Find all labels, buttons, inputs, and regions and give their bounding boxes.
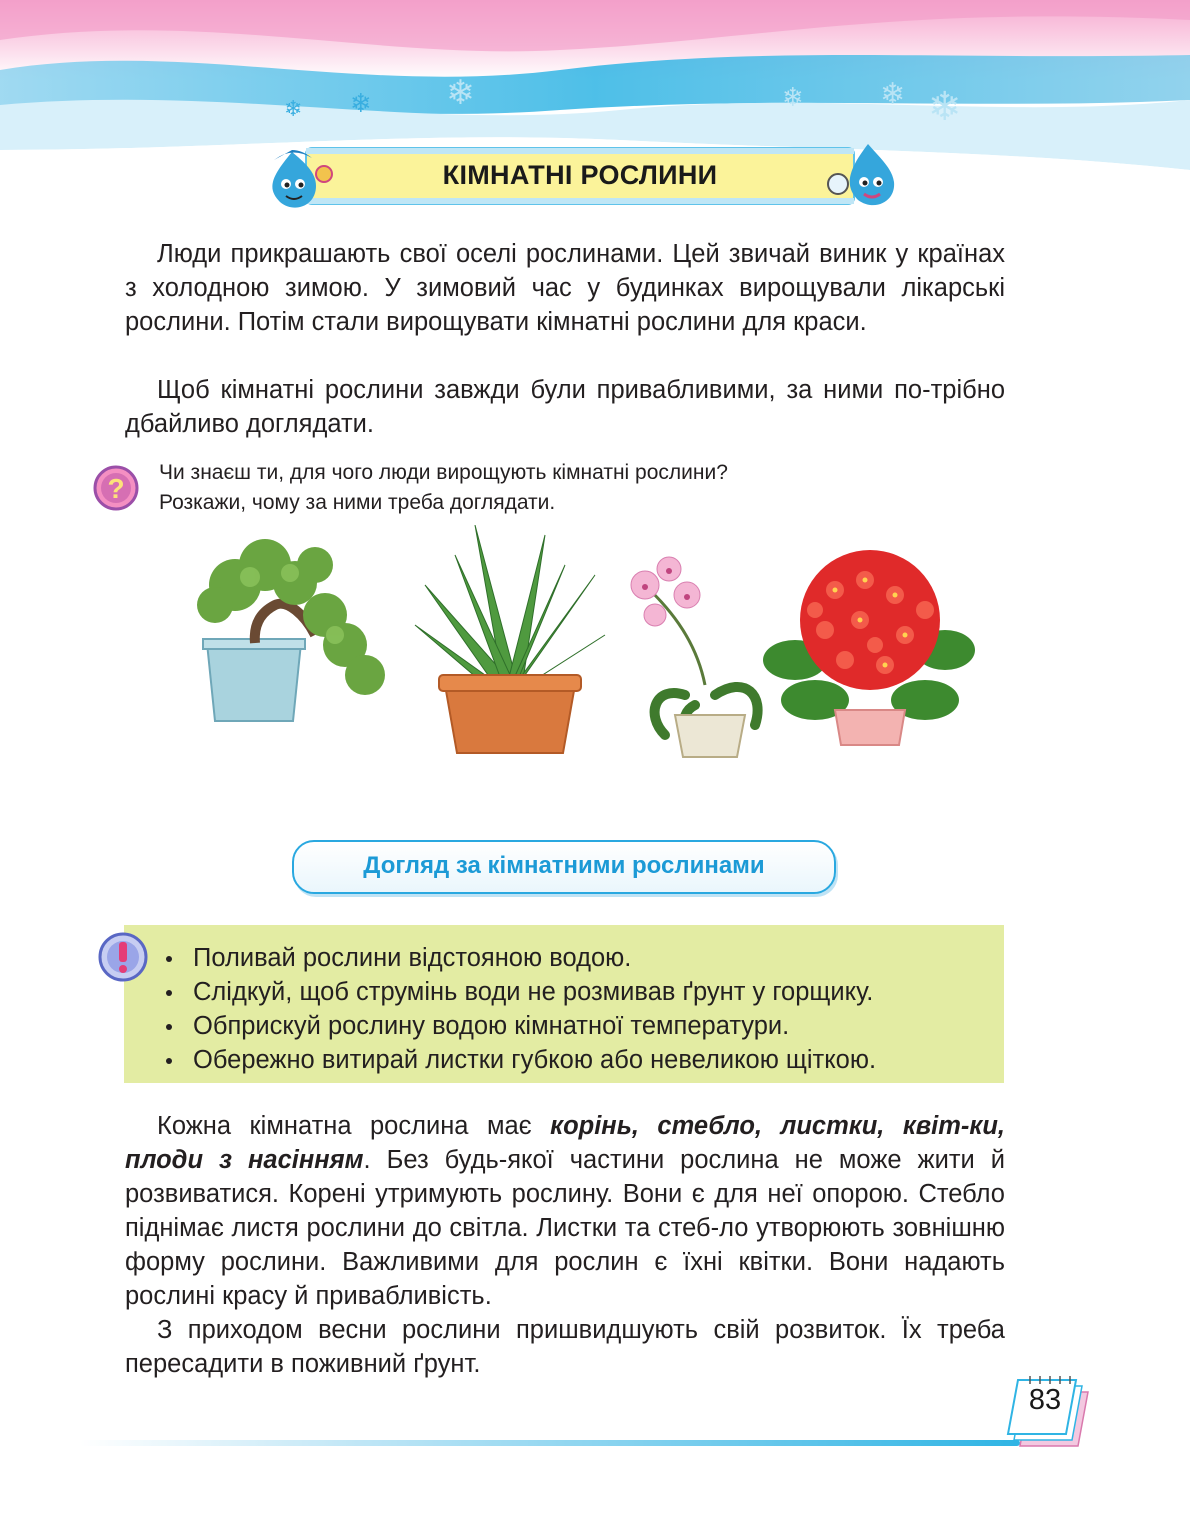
plants-illustration xyxy=(195,525,985,765)
svg-text:❄: ❄ xyxy=(880,78,906,111)
section-subtitle: Догляд за кімнатними рослинами xyxy=(363,852,765,879)
section-subtitle-box xyxy=(292,840,836,894)
intro-paragraph-2: Щоб кімнатні рослини завжди були привабливими, за ними по-трібно дбайливо доглядати. xyxy=(125,376,1005,438)
footer-line xyxy=(80,1440,1020,1446)
body-paragraph-1-end: . Без будь-якої частини рослина не може жити й розвиватися. Корені утримують рослину. Вони є для неї опорою. Стебло піднімає листя рослини до світла. Листки та стеб-ло утворюють зовнішню форму рослини. Важливими для рослин є їхні квітки. Вони надають рослині красу й привабливість. xyxy=(125,1146,1005,1310)
care-rule-item: Обприскуй рослину водою кімнатної температури. xyxy=(162,1009,876,1043)
question-mark-icon xyxy=(92,460,140,514)
care-rule-item: Слідкуй, щоб струмінь води не розмивав ґрунт у горщику. xyxy=(162,975,876,1009)
page-title: КІМНАТНІ РОСЛИНИ xyxy=(442,160,718,190)
body-paragraph-1 xyxy=(125,1109,1005,1313)
page-number-badge xyxy=(1000,1372,1090,1452)
care-rule-item: Обережно витирай листки губкою або невеликою щіткою. xyxy=(162,1043,876,1077)
bonsai-plant-image xyxy=(197,539,385,721)
svg-text:❄: ❄ xyxy=(350,88,372,118)
svg-text:❄: ❄ xyxy=(782,82,804,112)
title-plaque xyxy=(262,140,898,212)
body-paragraph-2: З приходом весни рослини пришвидшують свій розвиток. Їх треба пересадити в поживний ґрунт. xyxy=(125,1316,1005,1378)
question-line-1: Чи знаєш ти, для чого люди вирощують кімнатні рослини? xyxy=(159,461,728,484)
svg-text:❄: ❄ xyxy=(928,85,962,129)
svg-text:❄: ❄ xyxy=(446,74,475,112)
question-block xyxy=(92,458,872,528)
question-line-2: Розкажи, чому за ними треба доглядати. xyxy=(159,491,556,514)
plant-parts-emphasis: корінь, стебло, листки, квіт-ки, плоди з насінням xyxy=(125,1112,1005,1174)
aloe-plant-image xyxy=(415,525,605,753)
page-number: 83 xyxy=(1028,1384,1062,1416)
body-paragraph-1-start: Кожна кімнатна рослина має xyxy=(157,1112,551,1140)
svg-text:?: ? xyxy=(107,473,125,504)
care-rules-list xyxy=(162,941,876,1077)
exclamation-icon xyxy=(96,930,150,984)
intro-paragraph-1: Люди прикрашають свої оселі рослинами. Цей звичай виник у країнах з холодною зимою. У зимовий час у будинках вирощували лікарські рослини. Потім стали вирощувати кімнатні рослини для краси. xyxy=(125,240,1005,336)
svg-text:❄: ❄ xyxy=(284,96,303,121)
orchid-plant-image xyxy=(631,557,758,757)
kalanchoe-plant-image xyxy=(763,550,975,745)
care-rules-box xyxy=(124,925,1004,1083)
care-rule-item: Поливай рослини відстояною водою. xyxy=(162,941,876,975)
